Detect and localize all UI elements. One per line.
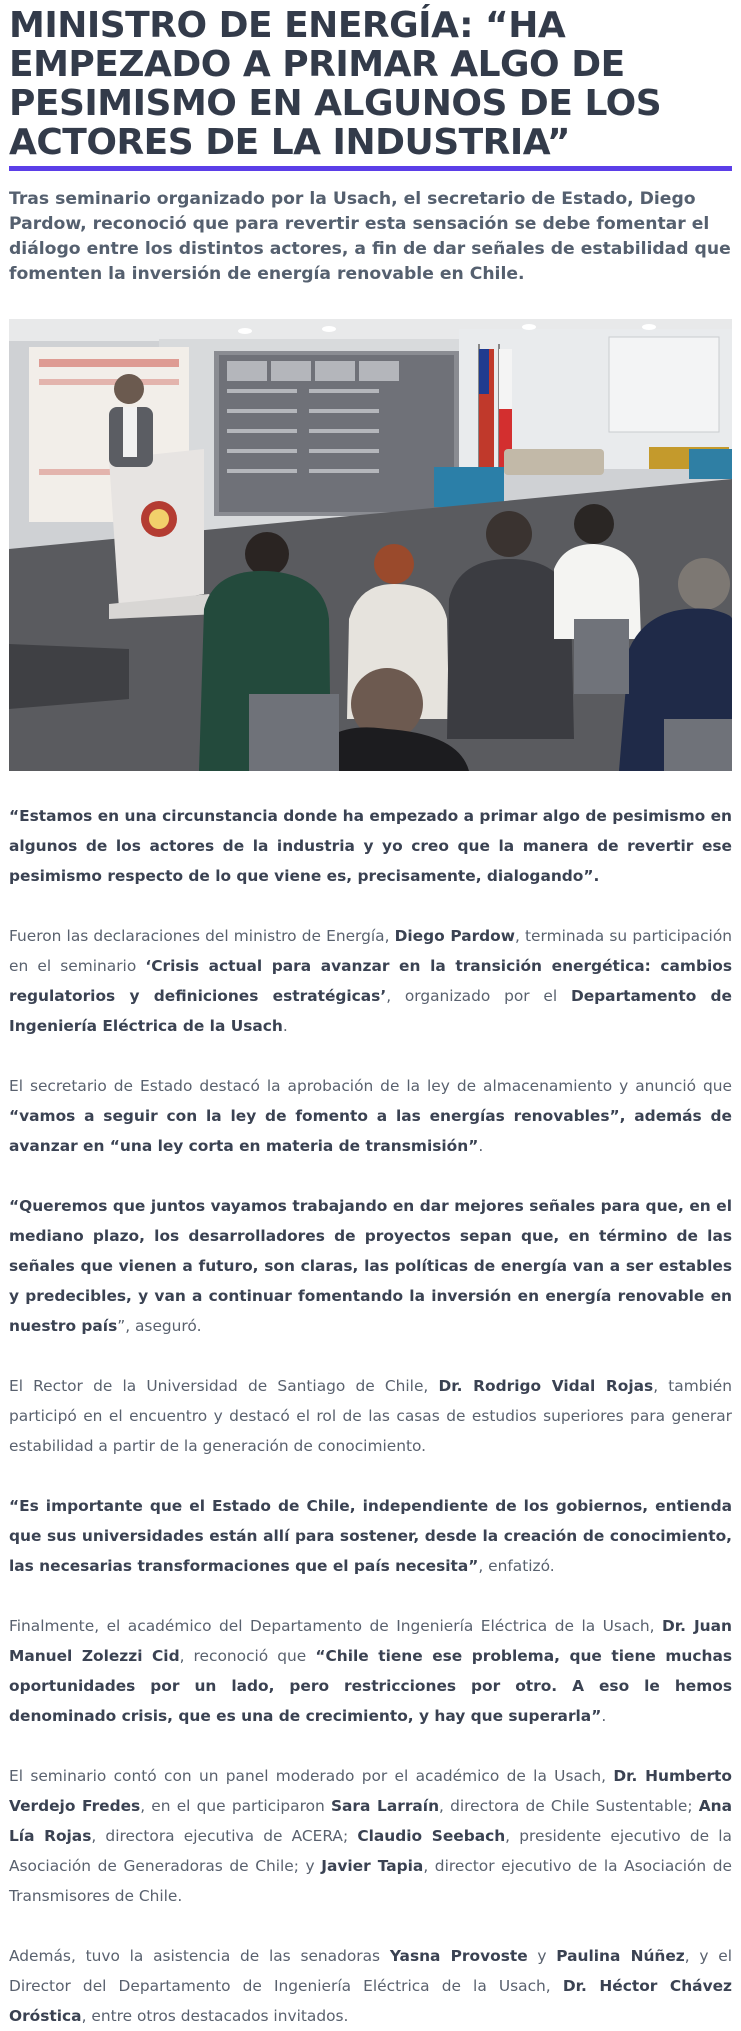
name-sara-larrain: Sara Larraín bbox=[330, 1797, 440, 1815]
title-accent-rule bbox=[9, 166, 732, 171]
name-hector-chavez: Dr. Héctor Chávez Oróstica bbox=[9, 1977, 733, 2025]
paragraph-9: Además, tuvo la asistencia de las senadoras Yasna Provoste y Paulina Núñez, y el Director del Departamento de Ingeniería Eléctrica de la Usach, Dr. Héctor Chávez Oróstica, entre otros destacados invitados. bbox=[9, 1947, 733, 2025]
paragraph-4: “Queremos que juntos vayamos trabajando en dar mejores señales para que, en el mediano plazo, los desarrolladores de proyectos sepan que, en término de las señales que vienen a futuro, son claras, las políticas de energía van a ser estables y predecibles, y van a continuar fomentando la inversión en energía renovable en nuestro país”, aseguró. bbox=[9, 1197, 732, 1335]
article bbox=[9, 0, 732, 2031]
name-humberto-verdejo: Dr. Humberto Verdejo Fredes bbox=[9, 1767, 732, 1815]
seminar-name: ‘Crisis actual para avanzar en la transición energética: cambios regulatorios y definiciones estratégicas’ bbox=[9, 957, 732, 1005]
name-yasna-provoste: Yasna Provoste bbox=[389, 1947, 528, 1965]
seminar-photo bbox=[9, 319, 732, 771]
paragraph-6: “Es importante que el Estado de Chile, independiente de los gobiernos, entienda que sus universidades están allí para sostener, desde la creación de conocimiento, las necesarias transformaciones que el país necesita”, enfatizó. bbox=[9, 1497, 732, 1575]
article-lead: Tras seminario organizado por la Usach, el secretario de Estado, Diego Pardow, reconoció que para revertir esta sensación se debe fomentar el diálogo entre los distintos actores, a fin de dar señales de estabilidad que fomenten la inversión de energía renovable en Chile. bbox=[9, 189, 731, 284]
paragraph-2: Fueron las declaraciones del ministro de Energía, Diego Pardow, terminada su participación en el seminario ‘Crisis actual para avanzar en la transición energética: cambios regulatorios y definiciones estratégicas’, organizado por el Departamento de Ingeniería Eléctrica de la Usach. bbox=[9, 927, 733, 1035]
quote-crisis: “Chile tiene ese problema, que tiene muchas oportunidades por un lado, pero restricciones por otro. A eso le hemos denominado crisis, que es una de crecimiento, y hay que superarla” bbox=[9, 1647, 732, 1725]
department-name: Departamento de Ingeniería Eléctrica de la Usach bbox=[9, 987, 732, 1035]
quote-paragraph-1: “Estamos en una circunstancia donde ha empezado a primar algo de pesimismo en algunos de los actores de la industria y yo creo que la manera de revertir ese pesimismo respecto de lo que viene es, precisamente, dialogando”. bbox=[9, 807, 732, 885]
paragraph-7: Finalmente, el académico del Departamento de Ingeniería Eléctrica de la Usach, Dr. Juan Manuel Zolezzi Cid, reconoció que “Chile tiene ese problema, que tiene muchas oportunidades por un lado, pero restricciones por otro. A eso le hemos denominado crisis, que es una de crecimiento, y hay que superarla”. bbox=[9, 1617, 732, 1725]
name-ana-lia-rojas: Ana Lía Rojas bbox=[9, 1797, 732, 1845]
paragraph-5: El Rector de la Universidad de Santiago de Chile, Dr. Rodrigo Vidal Rojas, también participó en el encuentro y destacó el rol de las casas de estudios superiores para generar estabilidad a partir de la generación de conocimiento. bbox=[9, 1377, 732, 1455]
paragraph-3: El secretario de Estado destacó la aprobación de la ley de almacenamiento y anunció que “vamos a seguir con la ley de fomento a las energías renovables”, además de avanzar en “una ley corta en materia de transmisión”. bbox=[9, 1077, 732, 1155]
article-title: MINISTRO DE ENERGÍA: “HA EMPEZADO A PRIMAR ALGO DE PESIMISMO EN ALGUNOS DE LOS ACTORES DE LA INDUSTRIA” bbox=[9, 5, 662, 163]
quote-laws: “vamos a seguir con la ley de fomento a las energías renovables”, además de avanzar en “una ley corta en materia de transmisión” bbox=[9, 1107, 732, 1155]
name-diego-pardow: Diego Pardow bbox=[394, 927, 515, 945]
name-claudio-seebach: Claudio Seebach bbox=[357, 1827, 506, 1845]
name-juan-zolezzi: Dr. Juan Manuel Zolezzi Cid bbox=[9, 1617, 732, 1665]
name-rodrigo-vidal: Dr. Rodrigo Vidal Rojas bbox=[438, 1377, 654, 1395]
quote-universities: “Es importante que el Estado de Chile, independiente de los gobiernos, entienda que sus universidades están allí para sostener, desde la creación de conocimiento, las necesarias transformaciones que el país necesita” bbox=[9, 1497, 732, 1575]
name-paulina-nunez: Paulina Núñez bbox=[556, 1947, 685, 1965]
name-javier-tapia: Javier Tapia bbox=[321, 1857, 424, 1875]
paragraph-8: El seminario contó con un panel moderado por el académico de la Usach, Dr. Humberto Verdejo Fredes, en el que participaron Sara Larraín, directora de Chile Sustentable; Ana Lía Rojas, directora ejecutiva de ACERA; Claudio Seebach, presidente ejecutivo de la Asociación de Generadoras de Chile; y Javier Tapia, director ejecutivo de la Asociación de Transmisores de Chile. bbox=[9, 1767, 733, 1905]
quote-signals: “Queremos que juntos vayamos trabajando en dar mejores señales para que, en el mediano plazo, los desarrolladores de proyectos sepan que, en término de las señales que vienen a futuro, son claras, las políticas de energía van a ser estables y predecibles, y van a continuar fomentando la inversión en energía renovable en nuestro país bbox=[9, 1197, 732, 1335]
